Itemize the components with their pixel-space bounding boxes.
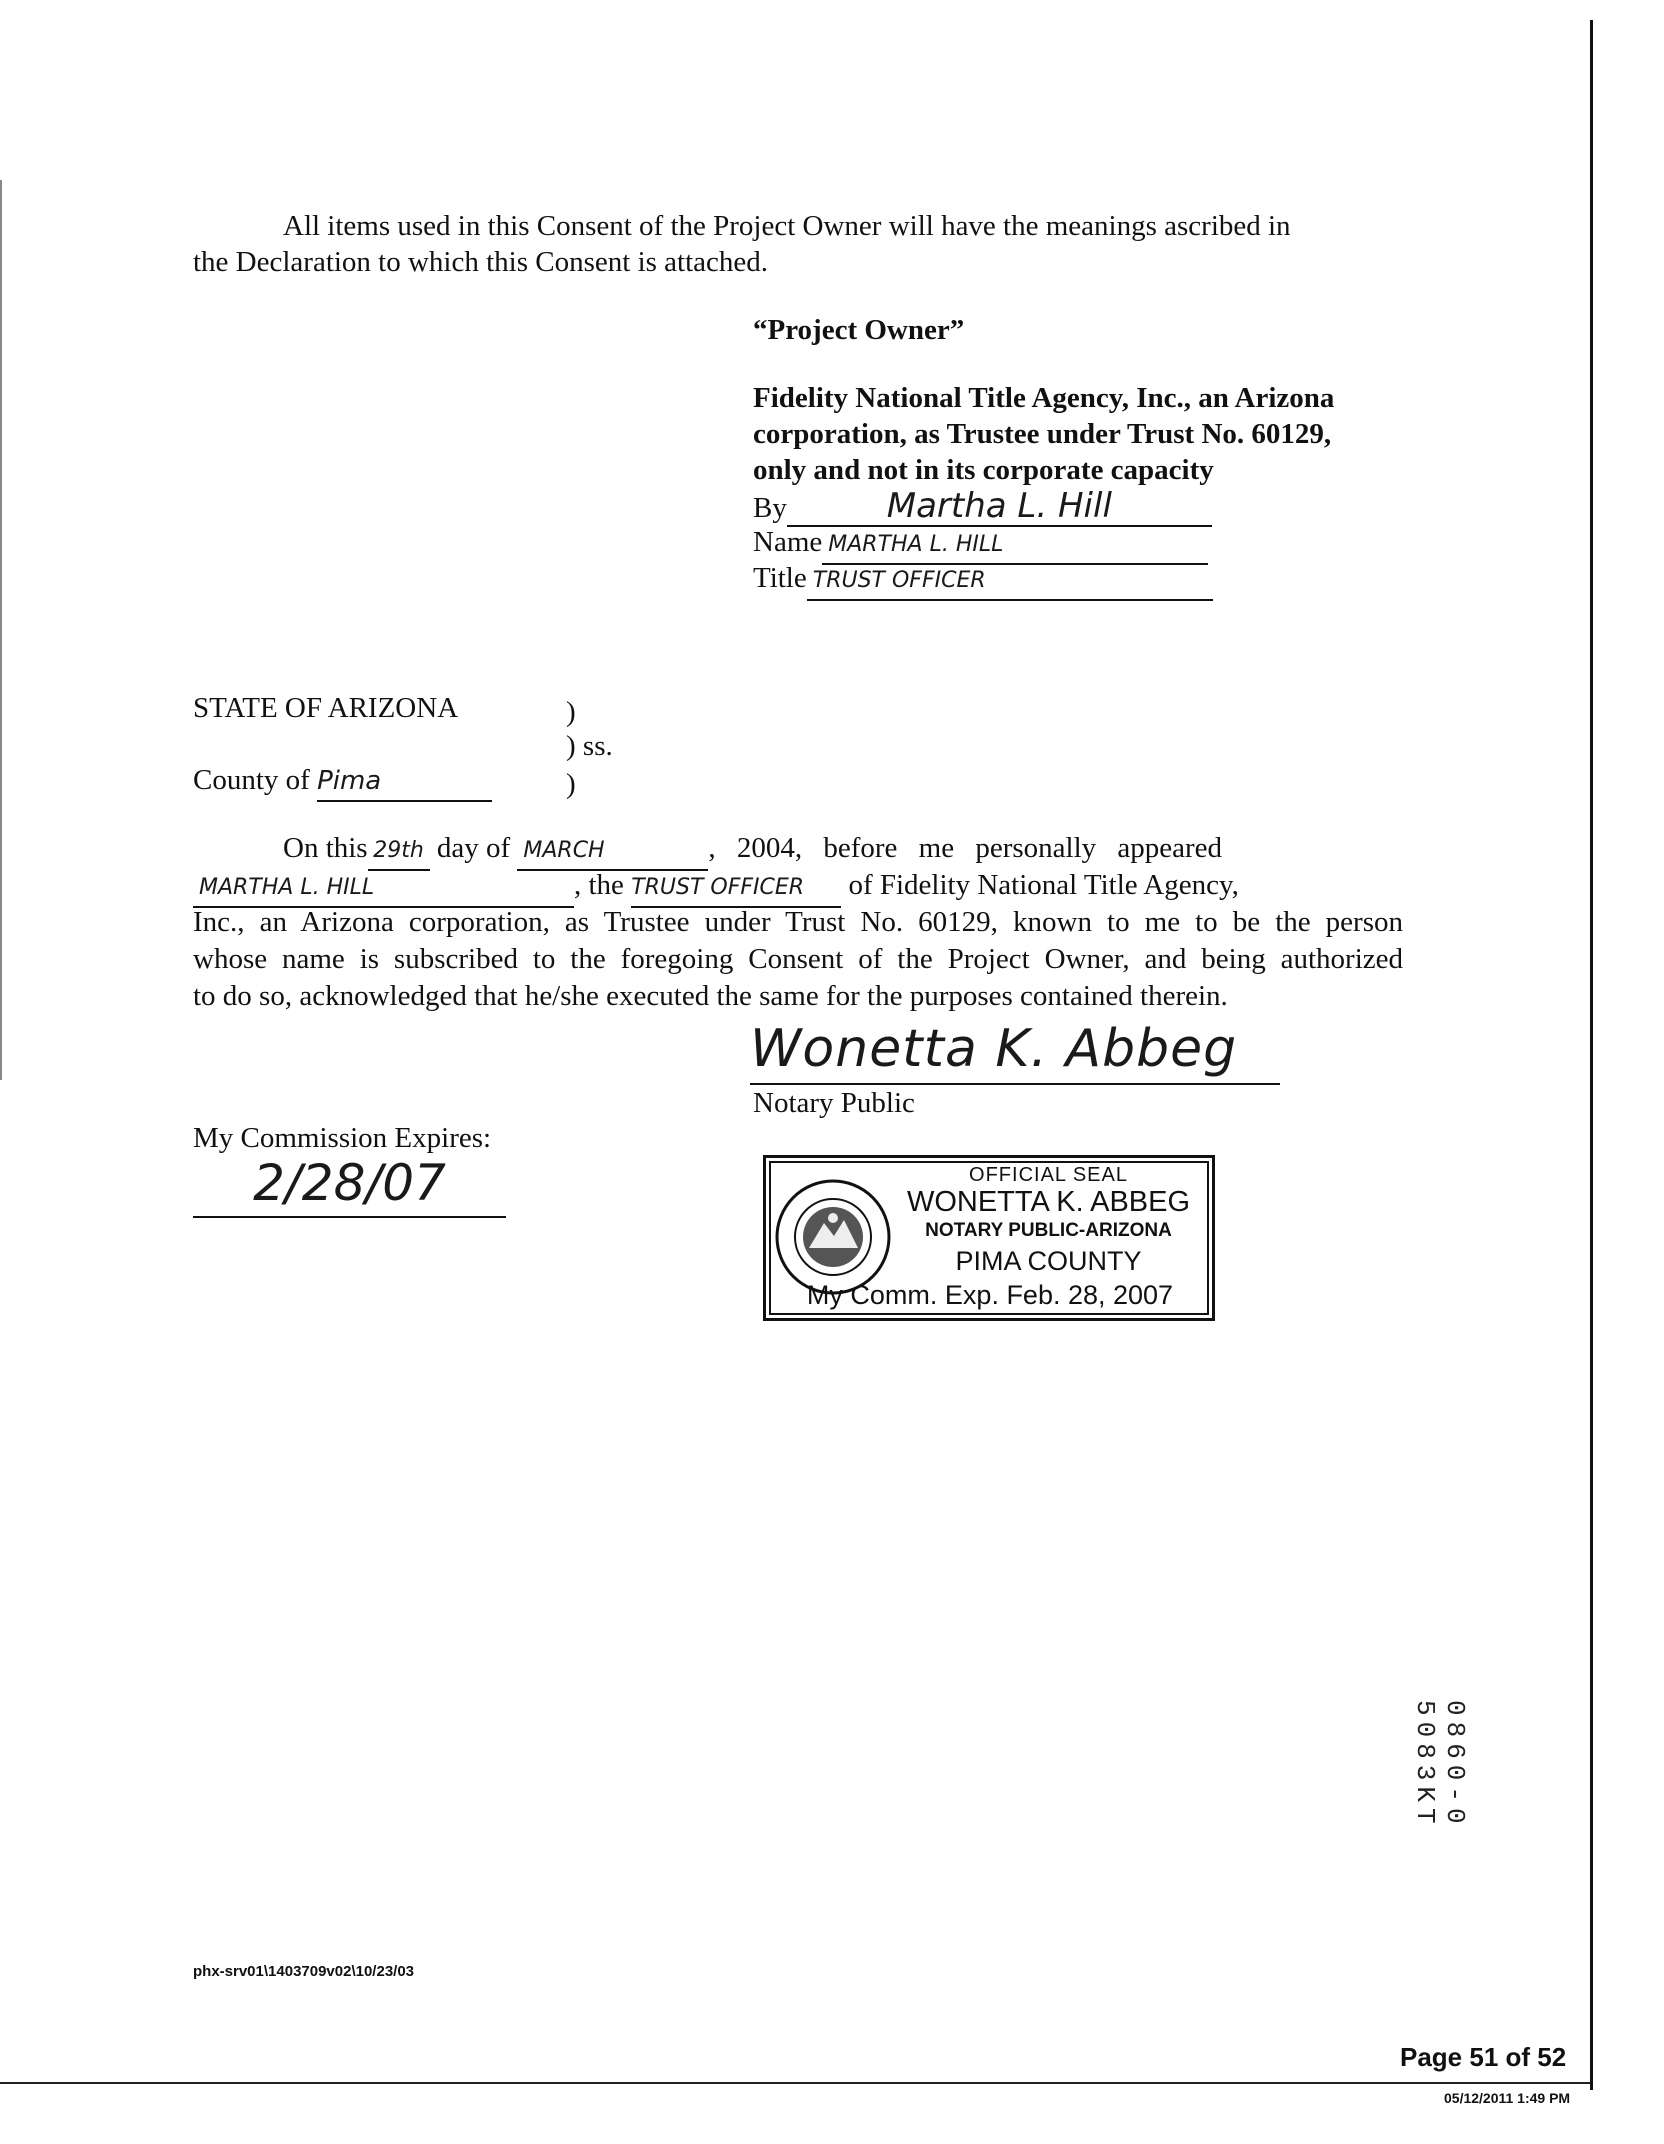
county-row — [193, 762, 492, 802]
right-border-line — [1590, 20, 1593, 2090]
county-value: Pima — [317, 763, 492, 802]
county-label: County of — [193, 764, 310, 796]
ack-day: 29th — [368, 832, 430, 871]
seal-line-3: NOTARY PUBLIC-ARIZONA — [925, 1220, 1172, 1241]
footer-rule — [0, 2082, 1590, 2084]
page-number: Page 51 of 52 — [1400, 2042, 1567, 2072]
official-seal-stamp — [763, 1155, 1215, 1321]
ack-on-this: On this — [283, 832, 368, 864]
notary-label: Notary Public — [753, 1087, 915, 1119]
ack-line-5: to do so, acknowledged that he/she executed the same for the purposes contained therein. — [193, 980, 1228, 1012]
seal-line-4: PIMA COUNTY — [955, 1246, 1142, 1276]
print-timestamp: 05/12/2011 1:49 PM — [1444, 2090, 1571, 2106]
notary-signature: Wonetta K. Abbeg — [750, 1015, 1280, 1085]
seal-line-2: WONETTA K. ABBEG — [906, 1186, 1191, 1218]
ack-year-text: , 2004, before me personally appeared — [708, 832, 1223, 864]
doc-path: phx-srv01\1403709v02\10/23/03 — [193, 1963, 415, 1980]
commission-label: My Commission Expires: — [193, 1122, 492, 1154]
owner-heading: “Project Owner” — [753, 314, 965, 346]
seal-line-1: OFFICIAL SEAL — [969, 1164, 1128, 1186]
title-label: Title — [753, 562, 807, 594]
by-label: By — [753, 492, 787, 524]
ack-line-4: whose name is subscribed to the foregoing Consent of the Project Owner, and being authorized — [193, 943, 1403, 975]
ack-person: MARTHA L. HILL — [193, 869, 574, 908]
by-signature: Martha L. Hill — [787, 488, 1212, 527]
commission-date: 2/28/07 — [193, 1150, 506, 1218]
venue-ss: ) ss. — [566, 730, 613, 762]
state-seal-emblem — [774, 1178, 892, 1296]
intro-line-2: the Declaration to which this Consent is attached. — [193, 246, 769, 278]
ack-line-2 — [193, 867, 1403, 908]
ack-title: TRUST OFFICER — [631, 869, 841, 908]
owner-line-1: Fidelity National Title Agency, Inc., an Arizona — [753, 382, 1335, 414]
owner-line-2: corporation, as Trustee under Trust No. 60129, — [753, 418, 1332, 450]
owner-line-3: only and not in its corporate capacity — [753, 454, 1214, 486]
intro-line-1: All items used in this Consent of the Project Owner will have the meanings ascribed in — [283, 210, 1291, 242]
venue-paren-3: ) — [566, 768, 576, 800]
ack-the: , the — [574, 869, 624, 901]
name-label: Name — [753, 526, 823, 558]
venue-state: STATE OF ARIZONA — [193, 692, 459, 724]
by-row — [753, 488, 1218, 527]
left-edge-mark — [0, 180, 2, 1080]
ack-of-fidelity: of Fidelity National Title Agency, — [848, 869, 1239, 901]
ack-day-of: day of — [436, 832, 511, 864]
ack-line-3: Inc., an Arizona corporation, as Trustee under Trust No. 60129, known to me to be the person — [193, 906, 1403, 938]
ack-line-1 — [283, 830, 1403, 871]
side-stamp: 0860-0 5083KT — [1410, 1700, 1470, 1830]
venue-paren-1: ) — [566, 696, 576, 728]
seal-line-5: My Comm. Exp. Feb. 28, 2007 — [806, 1280, 1174, 1310]
ack-month: MARCH — [517, 832, 708, 871]
name-value: MARTHA L. HILL — [822, 526, 1208, 565]
title-value: TRUST OFFICER — [807, 562, 1213, 601]
name-row — [753, 524, 1218, 565]
title-row — [753, 560, 1218, 601]
